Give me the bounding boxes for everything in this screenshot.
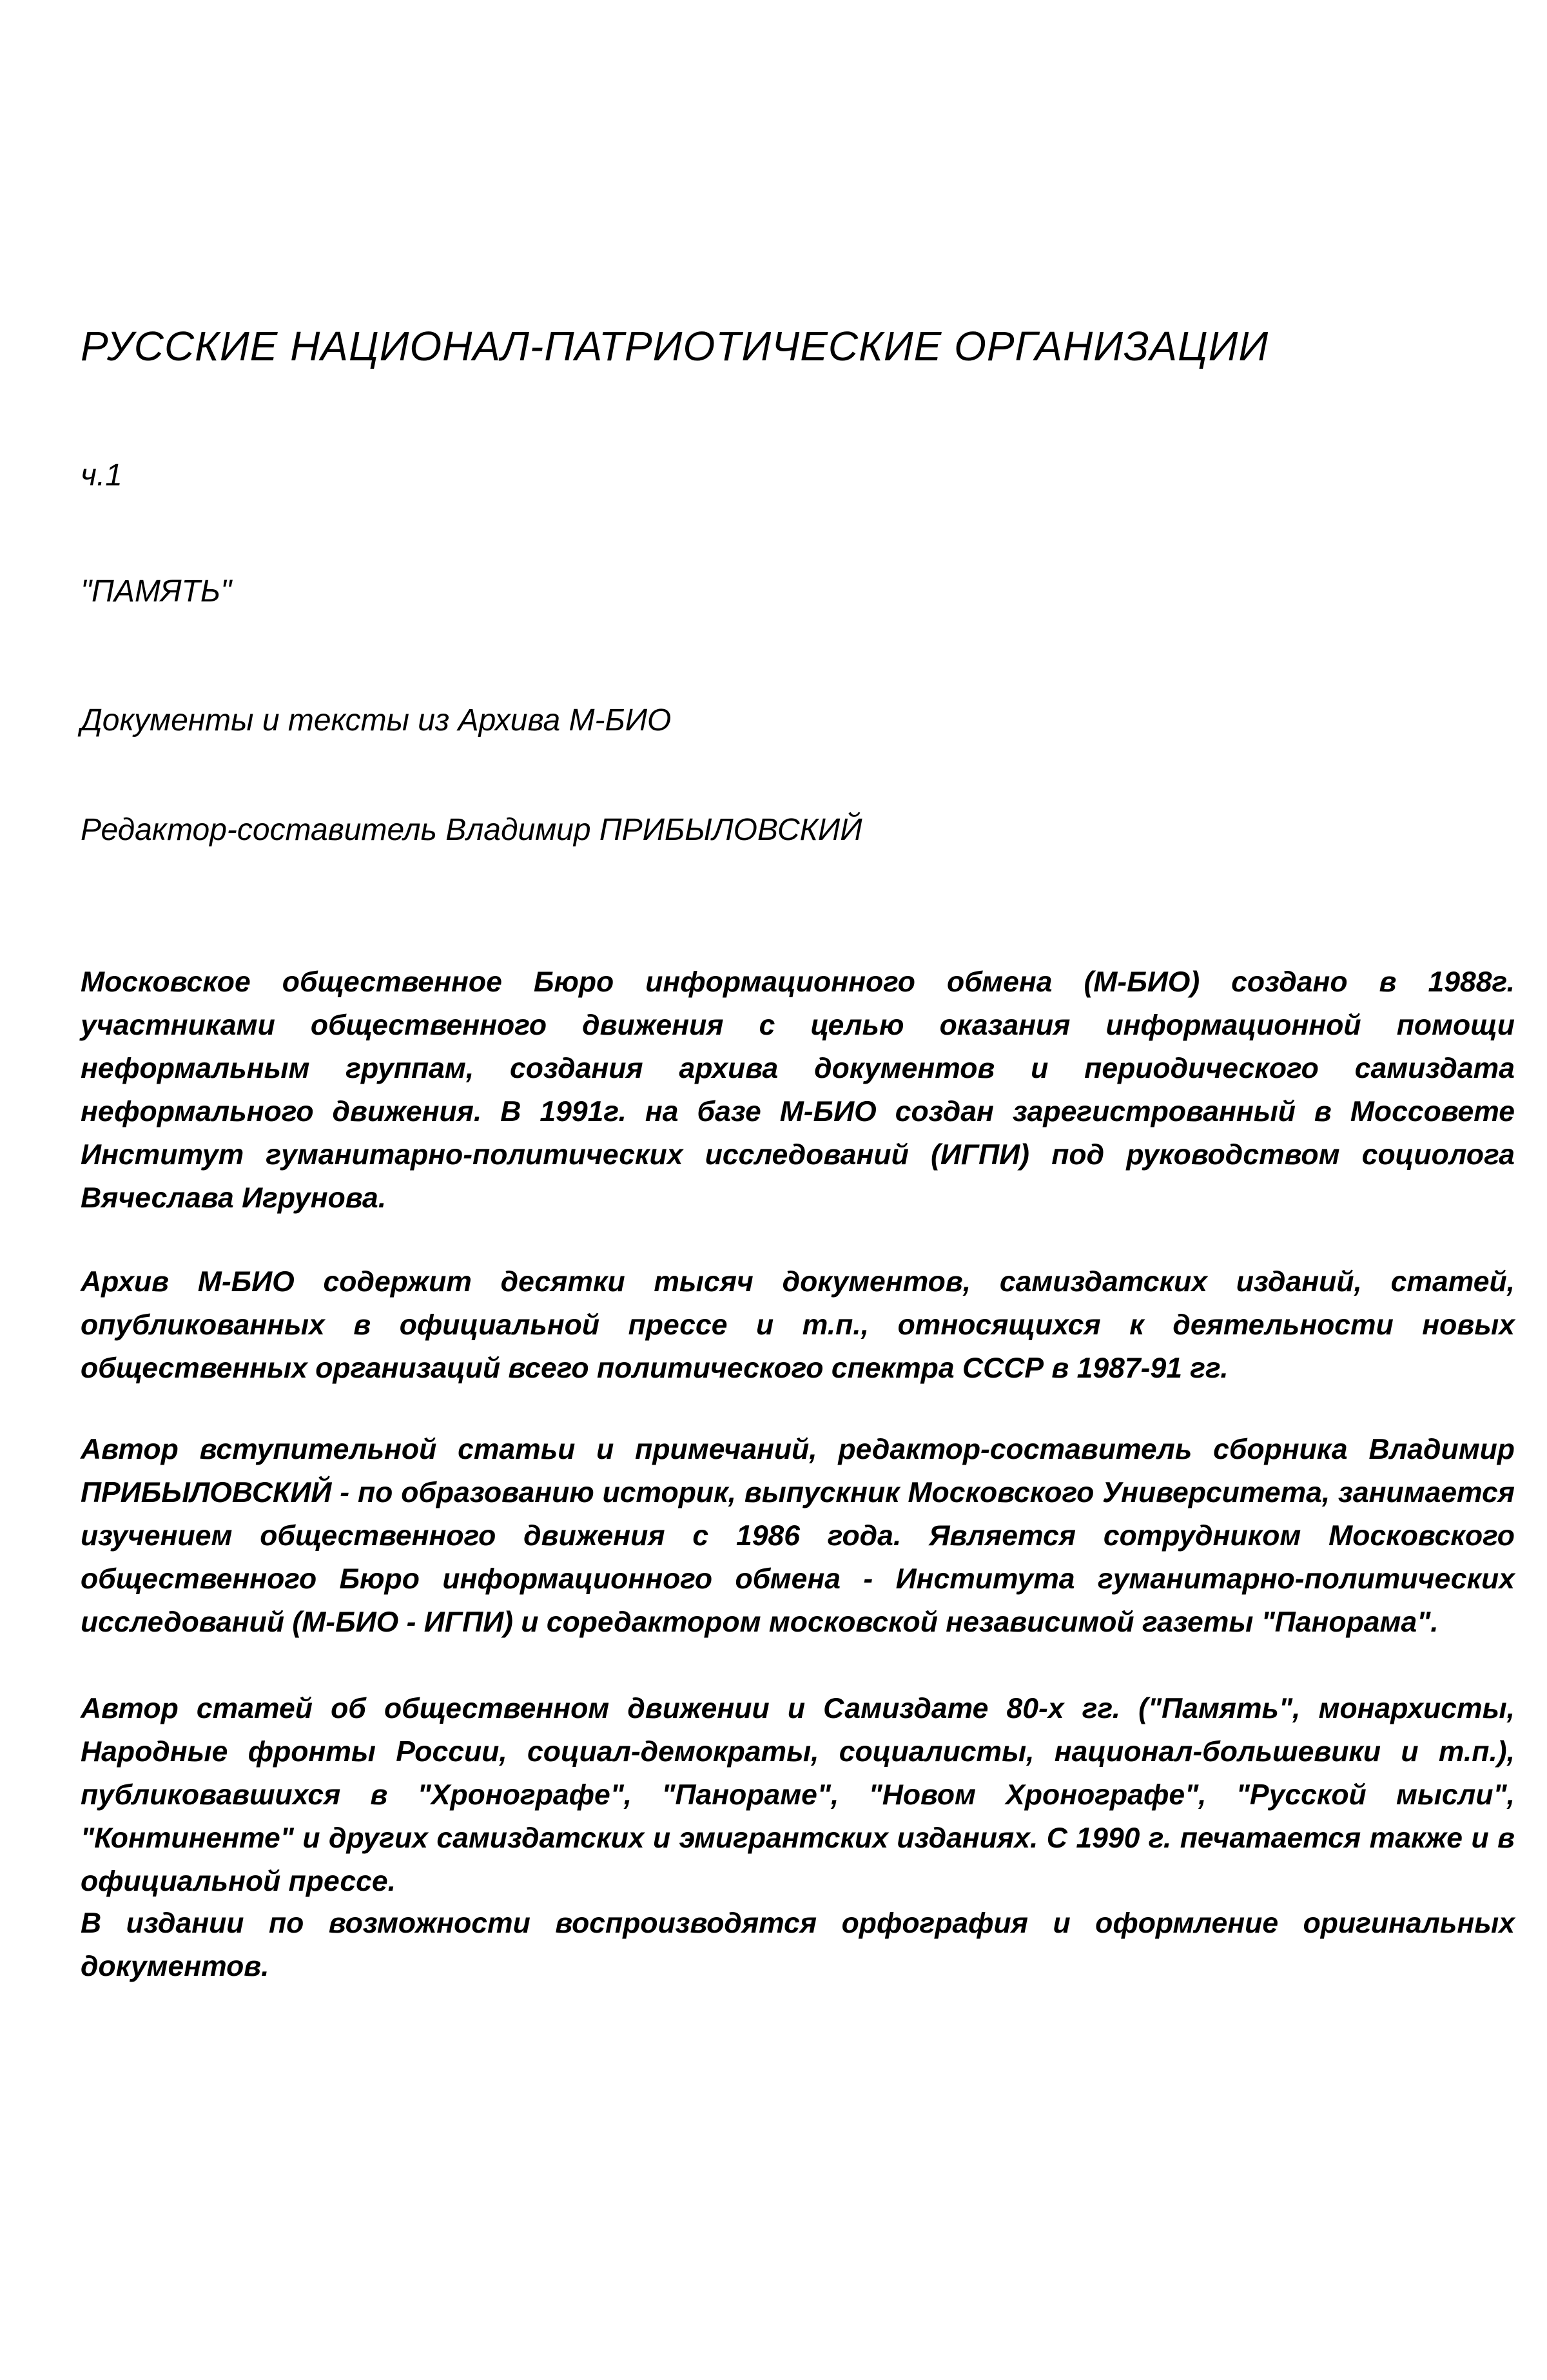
editor-line: Редактор-составитель Владимир ПРИБЫЛОВСКИЙ [81, 813, 862, 847]
paragraph-text: В издании по возможности воспроизводятся орфография и оформление оригинальных документов. [81, 1907, 1515, 1982]
paragraph-author [81, 1428, 1515, 1644]
paragraph-mbio [81, 961, 1515, 1220]
paragraph-text: Автор статей об общественном движении и Самиздате 80-х гг. ("Память", монархисты, Народные фронты России, социал-демократы, социалисты, национал-большевики и т.п.), публиковавшихся в "Хронографе", "Панораме", "Новом Хронографе", "Русской мысли", "Континенте" и других самиздатских и эмигрантских изданиях. С 1990 г. печатается также и в официальной прессе. [81, 1693, 1515, 1897]
paragraph-edition-note [81, 1902, 1515, 1988]
paragraph-text: Архив М-БИО содержит десятки тысяч документов, самиздатских изданий, статей, опубликованных в официальной прессе и т.п., относящихся к деятельности новых общественных организаций всего политического спектра СССР в 1987-91 гг. [81, 1266, 1515, 1384]
source-line: Документы и тексты из Архива М-БИО [81, 703, 672, 737]
paragraph-archive [81, 1260, 1515, 1390]
paragraph-text: Московское общественное Бюро информационного обмена (М-БИО) создано в 1988г. участниками общественного движения с целью оказания информационной помощи неформальным группам, создания архива документов и периодического самиздата неформального движения. В 1991г. на базе М-БИО создан зарегистрованный в Моссовете Институт гуманитарно-политических исследований (ИГПИ) под руководством социолога Вячеслава Игрунова. [81, 966, 1515, 1214]
paragraph-author-articles [81, 1687, 1515, 1903]
part-number: ч.1 [81, 458, 122, 493]
document-subtitle: "ПАМЯТЬ" [81, 574, 232, 609]
document-title: РУССКИЕ НАЦИОНАЛ-ПАТРИОТИЧЕСКИЕ ОРГАНИЗАЦИИ [81, 323, 1269, 369]
paragraph-text: Автор вступительной статьи и примечаний, редактор-составитель сборника Владимир ПРИБЫЛОВСКИЙ - по образованию историк, выпускник Московского Университета, занимается изучением общественного движения с 1986 года. Является сотрудником Московского общественного Бюро информационного обмена - Института гуманитарно-политических исследований (М-БИО - ИГПИ) и соредактором московской независимой газеты "Панорама". [81, 1434, 1515, 1638]
